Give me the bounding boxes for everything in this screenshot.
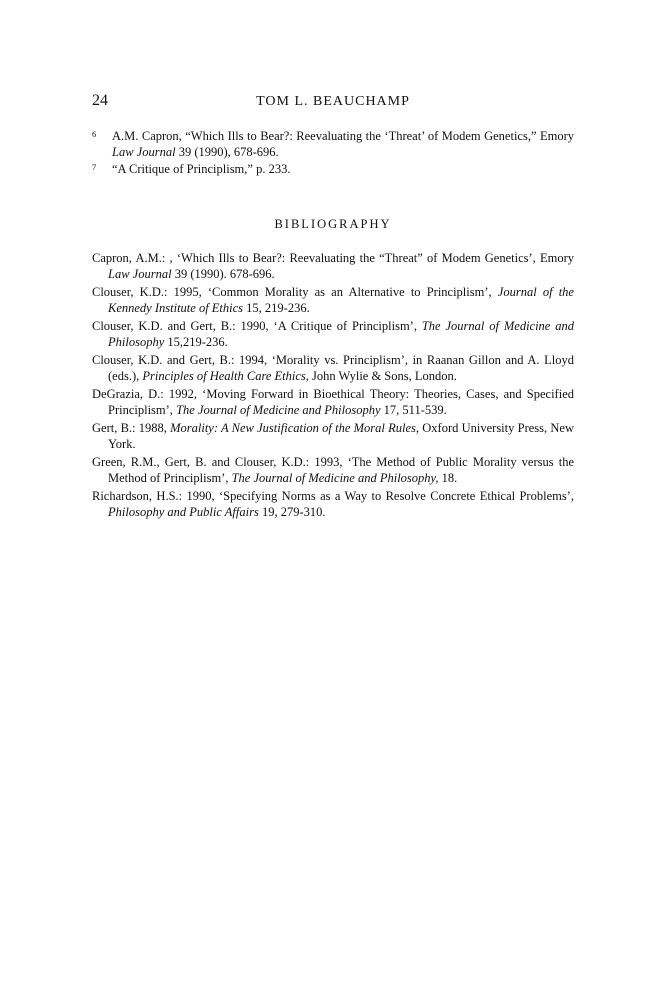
endnote-text: A.M. Capron, “Which Ills to Bear?: Reevaluating the ‘Threat’ of Modem Genetics,” Emory Law Journal 39 (1990), 678-696. — [112, 129, 574, 159]
endnote — [92, 161, 574, 177]
bibliography-entry: Clouser, K.D. and Gert, B.: 1994, ‘Morality vs. Principlism’, in Raanan Gillon and A. Lloyd (eds.), Principles of Health Care Ethics, John Wylie & Sons, London. — [92, 353, 574, 383]
bibliography-entry: Green, R.M., Gert, B. and Clouser, K.D.: 1993, ‘The Method of Public Morality versus the Method of Principlism’, The Journal of Medicine and Philosophy, 18. — [92, 455, 574, 485]
page-number: 24 — [92, 92, 108, 109]
bibliography-entry: Capron, A.M.: , ‘Which Ills to Bear?: Reevaluating the “Threat” of Modem Genetics’, Emory Law Journal 39 (1990). 678-696. — [92, 251, 574, 281]
endnote-text: “A Critique of Principlism,” p. 233. — [112, 162, 291, 176]
running-head: TOM L. BEAUCHAMP — [256, 94, 410, 109]
endnotes — [92, 128, 574, 178]
bibliography-entry: Gert, B.: 1988, Morality: A New Justification of the Moral Rules, Oxford University Press, New York. — [92, 421, 574, 451]
bibliography-entry: DeGrazia, D.: 1992, ‘Moving Forward in Bioethical Theory: Theories, Cases, and Specified Principlism’, The Journal of Medicine and Philosophy 17, 511-539. — [92, 387, 574, 417]
bibliography-list — [92, 250, 574, 522]
bibliography-heading: BIBLIOGRAPHY — [274, 217, 392, 231]
endnote-number: 7 — [92, 162, 97, 172]
bibliography-entry: Clouser, K.D.: 1995, ‘Common Morality as an Alternative to Principlism’, Journal of the Kennedy Institute of Ethics 15, 219-236. — [92, 285, 574, 315]
bibliography-entry: Richardson, H.S.: 1990, ‘Specifying Norms as a Way to Resolve Concrete Ethical Problems’, Philosophy and Public Affairs 19, 279-310. — [92, 489, 574, 519]
endnote — [92, 128, 574, 160]
endnote-number: 6 — [92, 129, 97, 139]
bibliography-entry: Clouser, K.D. and Gert, B.: 1990, ‘A Critique of Principlism’, The Journal of Medicine and Philosophy 15,219-236. — [92, 319, 574, 349]
